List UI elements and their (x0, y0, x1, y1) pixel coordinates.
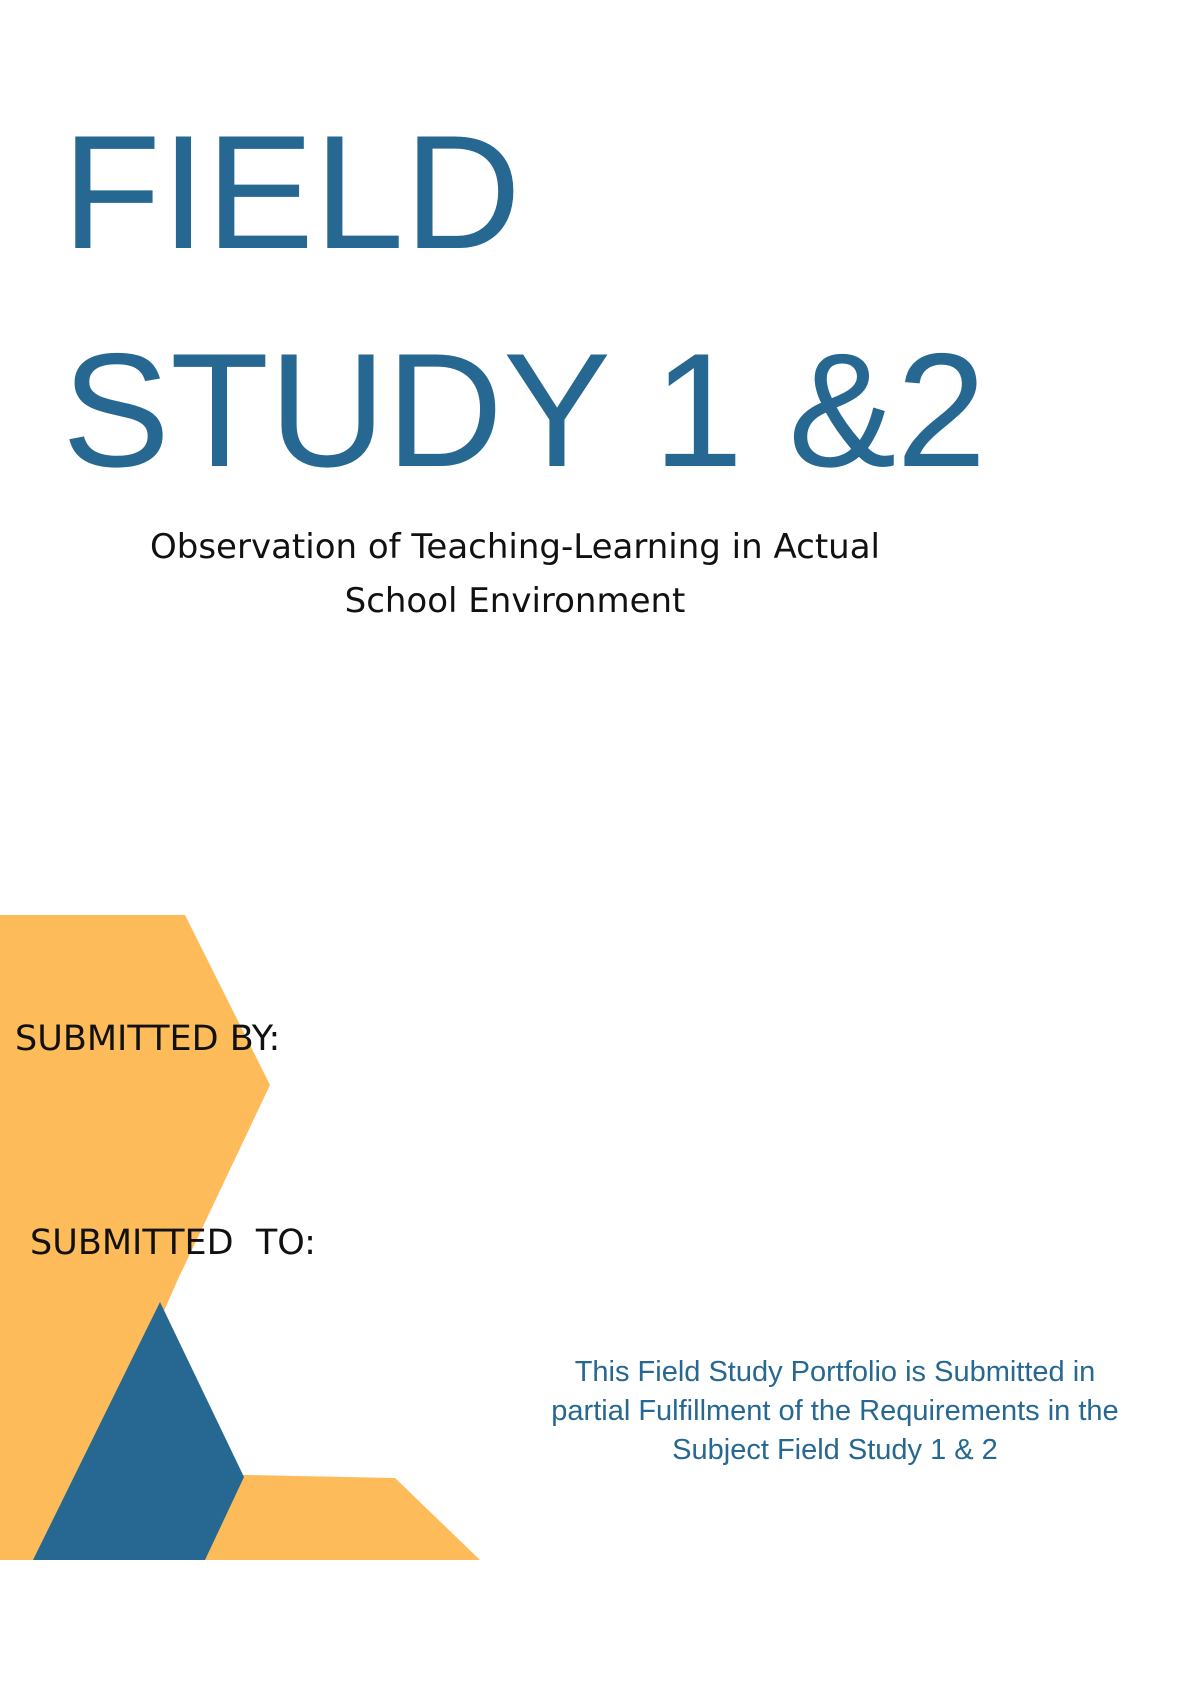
subtitle (80, 520, 950, 628)
note-line: Subject Field Study 1 & 2 (672, 1434, 998, 1466)
fulfillment-note (470, 1353, 1200, 1470)
note-line: partial Fulfillment of the Requirements in the (551, 1395, 1119, 1427)
orange-hexagon-shape (0, 915, 270, 1275)
subtitle-line: Observation of Teaching-Learning in Actual (150, 527, 880, 567)
note-line: This Field Study Portfolio is Submitted in (574, 1356, 1096, 1388)
title-line-field: FIELD (62, 102, 522, 283)
submitted-to-label: SUBMITTED TO: (30, 1223, 316, 1263)
title-line-study: STUDY 1 &2 (62, 320, 987, 501)
submitted-by-label: SUBMITTED BY: (15, 1019, 281, 1059)
subtitle-line: School Environment (344, 581, 686, 621)
